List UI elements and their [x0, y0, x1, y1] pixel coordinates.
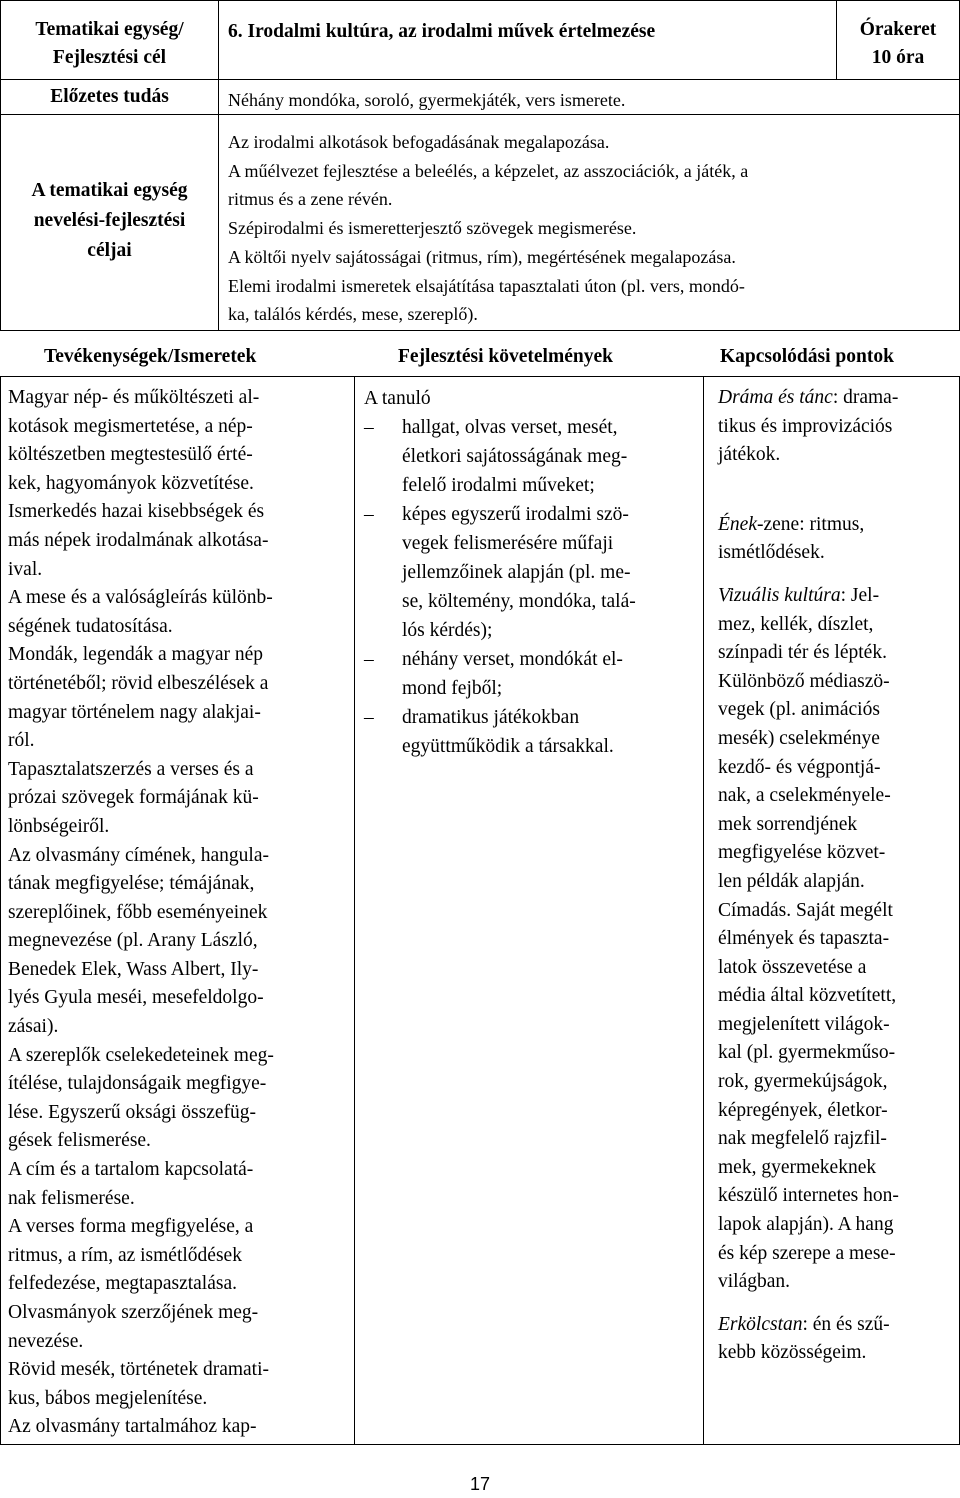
content-divider-1: [354, 376, 355, 1445]
activities-line: Ismerkedés hazai kisebbségek és: [8, 501, 265, 523]
column-header-activities: Tevékenységek/Ismeretek: [44, 346, 257, 367]
goals-line: Az irodalmi alkotások befogadásának megalapozása.: [228, 132, 610, 152]
requirement-line: se, költemény, mondóka, talá-: [402, 591, 636, 612]
requirement-line: jellemzőinek alapján (pl. me-: [402, 562, 631, 583]
prior-row-bottom-border: [0, 114, 960, 115]
table-top-border: [0, 0, 960, 1]
subject-drama: Dráma és tánc: [718, 387, 833, 408]
connection-line: játékok.: [718, 444, 781, 466]
activities-line: ítélése, tulajdonságaik megfigye-: [8, 1073, 267, 1095]
requirement-item: [364, 413, 700, 500]
dash-bullet: –: [364, 649, 374, 670]
hours-label: Órakeret: [859, 19, 937, 40]
content-bottom-border: [0, 1444, 960, 1445]
activities-line: felfedezése, megtapasztalása.: [8, 1273, 237, 1295]
header-left-label-line-1: Tematikai egység/: [35, 19, 184, 40]
connection-line: világban.: [718, 1271, 791, 1293]
connection-line: lapok alapján). A hang: [718, 1214, 894, 1236]
connection-line: Címadás. Saját megélt: [718, 899, 893, 921]
requirements-intro: A tanuló: [364, 388, 431, 409]
goals-row-bottom-border: [0, 330, 960, 331]
prior-knowledge-text: Néhány mondóka, soroló, gyermekjáték, vers ismerete.: [228, 90, 626, 110]
connection-line: mez, kellék, díszlet,: [718, 613, 874, 635]
activities-line: ritmus, a rím, az ismétlődések: [8, 1244, 242, 1266]
activities-line: történetéből; rövid elbeszélések a: [8, 672, 269, 694]
activities-line: Az olvasmány tartalmához kap-: [8, 1416, 257, 1438]
header-left-label: [0, 16, 219, 72]
connection-line: mek sorrendjének: [718, 813, 858, 835]
connection-line: média által közvetített,: [718, 985, 897, 1007]
subject-music: Ének: [718, 513, 757, 535]
activities-text: [8, 384, 274, 1442]
requirement-line: együttműködik a társakkal.: [402, 736, 614, 757]
activities-line: kus, bábos megjelenítése.: [8, 1387, 208, 1409]
connection-line: kebb közösségeim.: [718, 1342, 867, 1364]
connection-line: latok összevetése a: [718, 956, 867, 978]
activities-line: kotások megismertetése, a nép-: [8, 415, 253, 437]
requirements-text: [364, 384, 700, 761]
activities-line: zásai).: [8, 1016, 59, 1038]
connection-text: -zene: ritmus,: [756, 513, 865, 535]
requirement-line: felelő irodalmi műveket;: [402, 475, 595, 496]
connection-text: : drama-: [832, 387, 899, 408]
connection-line: len példák alapján.: [718, 870, 865, 892]
connection-line: rok, gyermekújságok,: [718, 1071, 888, 1093]
activities-line: Mondák, legendák a magyar nép: [8, 644, 264, 666]
goals-label: [0, 176, 219, 266]
activities-line: lése. Egyszerű oksági összefüg-: [8, 1101, 257, 1123]
connection-line: nak megfelelő rajzfil-: [718, 1128, 887, 1150]
requirement-item: [364, 703, 700, 761]
goals-line: ka, találós kérdés, mese, szereplő).: [228, 304, 478, 325]
requirement-line: lós kérdés);: [402, 620, 493, 641]
dash-bullet: –: [364, 417, 374, 438]
activities-line: gések felismerése.: [8, 1130, 151, 1152]
goals-label-line-2: nevelési-fejlesztési: [33, 210, 186, 231]
header-left-label-line-2: Fejlesztési cél: [52, 47, 167, 68]
connection-line: Különböző médiaszö-: [718, 670, 890, 692]
connection-drama: [718, 384, 958, 470]
activities-line: Az olvasmány címének, hangula-: [8, 844, 269, 866]
activities-line: ségének tudatosítása.: [8, 615, 173, 637]
connection-line: ismétlődések.: [718, 542, 825, 564]
activities-line: megnevezése (pl. Arany László,: [8, 930, 258, 952]
activities-line: szereplőinek, főbb eseményeinek: [8, 901, 268, 923]
requirement-line: életkori sajátosságának meg-: [402, 446, 628, 467]
connection-line: képregények, életkor-: [718, 1099, 888, 1121]
connection-line: megfigyelése közvet-: [718, 842, 886, 864]
requirement-line: képes egyszerű irodalmi szö-: [402, 504, 629, 525]
goals-line: A műélvezet fejlesztése a beleélés, a képzelet, az asszociációk, a játék, a: [228, 160, 749, 181]
activities-line: Rövid mesék, történetek dramati-: [8, 1359, 270, 1381]
column-header-requirements: Fejlesztési követelmények: [398, 346, 613, 367]
activities-line: lyés Gyula meséi, mesefeldolgo-: [8, 987, 264, 1009]
requirement-item: [364, 500, 700, 645]
connection-line: kal (pl. gyermekműso-: [718, 1042, 896, 1064]
activities-line: lönbségeiről.: [8, 815, 110, 837]
connection-line: mek, gyermekeknek: [718, 1156, 877, 1178]
requirement-line: mond fejből;: [402, 678, 503, 699]
connection-line: készülő internetes hon-: [718, 1185, 899, 1207]
goals-text: [228, 128, 748, 329]
requirement-line: néhány verset, mondókát el-: [402, 649, 623, 670]
connection-line: vegek (pl. animációs: [718, 699, 880, 721]
page-number: 17: [469, 1474, 491, 1494]
activities-line: Tapasztalatszerzés a verses és a: [8, 758, 254, 780]
activities-line: Olvasmányok szerzőjének meg-: [8, 1302, 259, 1323]
goals-label-line-3: céljai: [87, 240, 132, 261]
activities-line: Benedek Elek, Wass Albert, Ily-: [8, 958, 259, 980]
hours-cell: [837, 16, 959, 72]
activities-line: prózai szövegek formájának kü-: [8, 787, 259, 809]
activities-line: kek, hagyományok közvetítése.: [8, 472, 254, 494]
connection-ethics: [718, 1311, 958, 1368]
activities-line: költészetben megtestesülő érté-: [8, 444, 253, 466]
goals-line: Szépirodalmi és ismeretterjesztő szövegek megismerése.: [228, 218, 637, 239]
activities-line: más népek irodalmának alkotása-: [8, 529, 269, 551]
activities-line: ival.: [8, 558, 43, 580]
requirement-item: [364, 645, 700, 703]
dash-bullet: –: [364, 504, 374, 525]
connection-line: és kép szerepe a mese-: [718, 1242, 896, 1264]
column-header-bottom-border: [0, 376, 960, 377]
connection-line: élmények és tapaszta-: [718, 928, 890, 950]
activities-line: A verses forma megfigyelése, a: [8, 1216, 254, 1238]
activities-line: A cím és a tartalom kapcsolatá-: [8, 1159, 254, 1181]
goals-line: ritmus és a zene révén.: [228, 189, 393, 210]
connection-text: : Jel-: [840, 584, 880, 606]
activities-line: tának megfigyelése; témájának,: [8, 873, 255, 895]
header-row-bottom-border: [0, 79, 960, 80]
subject-visual: Vizuális kultúra: [718, 584, 841, 606]
goals-line: Elemi irodalmi ismeretek elsajátítása tapasztalati úton (pl. vers, mondó-: [228, 275, 745, 296]
activities-line: Magyar nép- és műköltészeti al-: [8, 387, 260, 408]
hours-value: 10 óra: [871, 47, 925, 68]
activities-line: ról.: [8, 730, 35, 752]
requirement-line: dramatikus játékokban: [402, 707, 580, 728]
content-left-border: [0, 376, 1, 1445]
requirement-line: hallgat, olvas verset, mesét,: [402, 417, 618, 438]
connection-visual: [718, 582, 958, 1297]
connection-line: megjelenített világok-: [718, 1013, 890, 1035]
column-header-connections: Kapcsolódási pontok: [720, 346, 894, 367]
content-divider-2: [703, 376, 704, 1445]
connection-line: mesék) cselekménye: [718, 727, 880, 749]
connection-line: kezdő- és végpontjá-: [718, 756, 881, 778]
activities-line: magyar történelem nagy alakjai-: [8, 701, 261, 723]
connection-line: nak, a cselekményele-: [718, 785, 891, 807]
goals-label-line-1: A tematikai egység: [31, 180, 188, 201]
subject-ethics: Erkölcstan: [718, 1313, 803, 1335]
activities-line: nevezése.: [8, 1330, 84, 1352]
dash-bullet: –: [364, 707, 374, 728]
prior-knowledge-label: Előzetes tudás: [50, 86, 169, 107]
connection-line: tikus és improvizációs: [718, 415, 893, 437]
requirement-line: vegek felismerésére műfaji: [402, 533, 614, 554]
connection-text: : én és szű-: [802, 1313, 890, 1335]
connection-music: [718, 511, 958, 568]
topic-title: 6. Irodalmi kultúra, az irodalmi művek értelmezése: [228, 21, 656, 42]
activities-line: A szereplők cselekedeteinek meg-: [8, 1044, 274, 1066]
connections-text: [718, 384, 958, 1368]
goals-line: A költői nyelv sajátosságai (ritmus, rím), megértésének megalapozása.: [228, 246, 736, 267]
connection-line: színpadi tér és lépték.: [718, 642, 887, 664]
activities-line: nak felismerése.: [8, 1187, 135, 1209]
activities-line: A mese és a valóságleírás különb-: [8, 587, 273, 609]
